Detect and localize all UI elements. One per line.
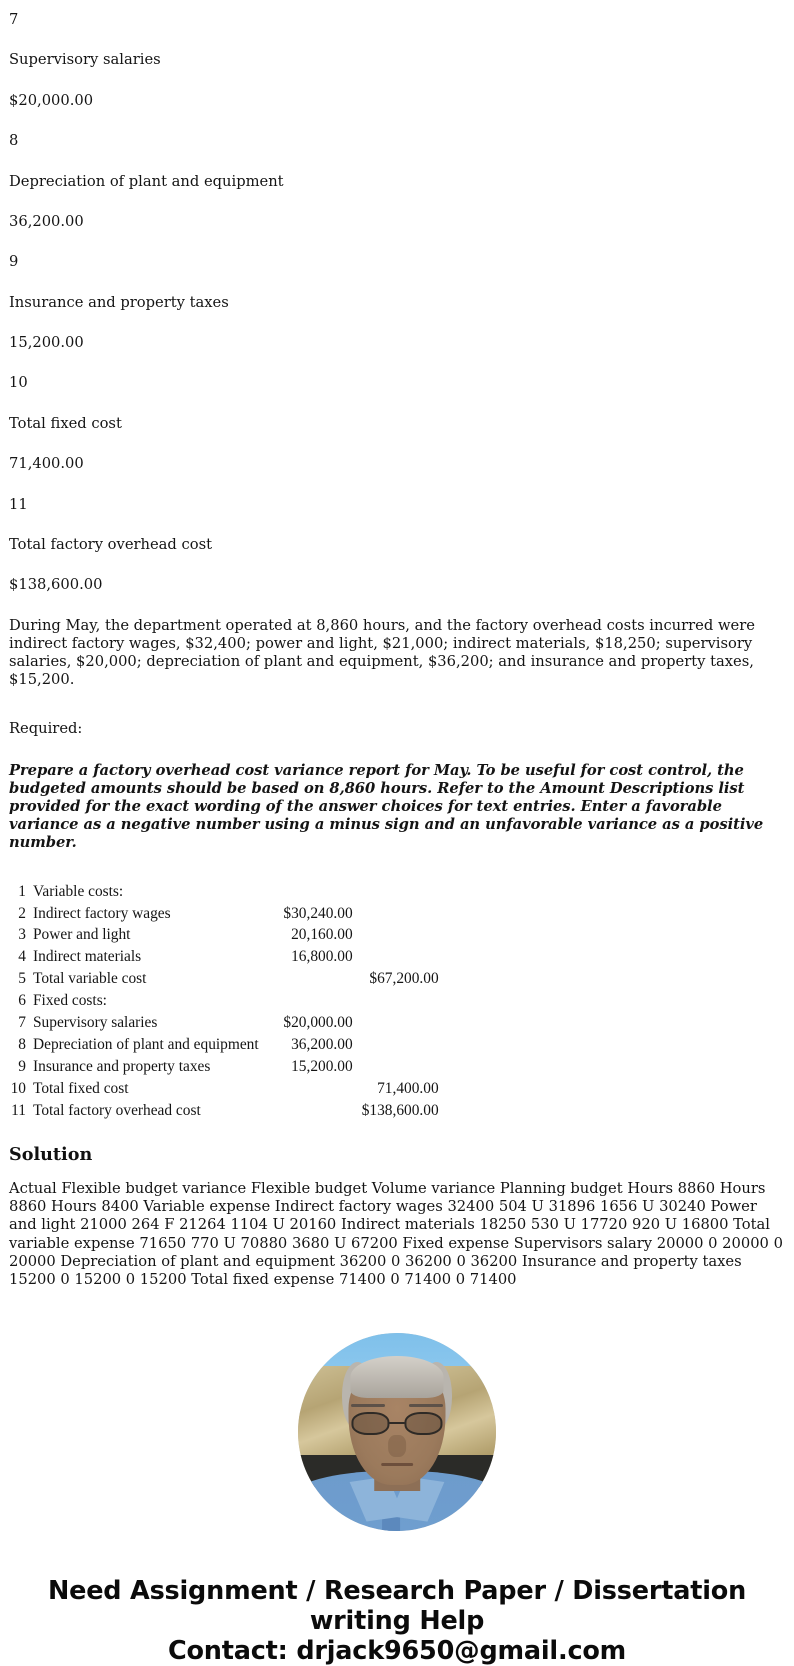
required-instructions: Prepare a factory overhead cost variance report for May. To be useful for cost control, the budgeted amounts should be based on 8,860 hours. Refer to the Amount Descriptions list provided for the exact wording of the answer choices for text entries. Enter a favorable variance as a negative number using a minus sign and an unfavorable variance as a positive number. bbox=[9, 761, 764, 852]
row-amount-col2 bbox=[353, 1034, 439, 1056]
row-amount-col1 bbox=[267, 990, 353, 1012]
photo-nose bbox=[388, 1435, 406, 1457]
table-row bbox=[0, 946, 439, 968]
row-amount-col2 bbox=[353, 946, 439, 968]
promo-contact-email[interactable]: Contact: drjack9650@gmail.com bbox=[167, 1635, 627, 1666]
row-number: 3 bbox=[18, 926, 26, 944]
row-number: 9 bbox=[18, 1057, 26, 1075]
required-label: Required: bbox=[9, 720, 83, 738]
meta-line: Total fixed cost bbox=[9, 414, 122, 432]
row-number: 1 bbox=[18, 882, 26, 900]
photo-hair-top bbox=[350, 1356, 443, 1398]
meta-line: Insurance and property taxes bbox=[9, 293, 229, 311]
meta-line: $138,600.00 bbox=[9, 576, 103, 594]
row-label: Supervisory salaries bbox=[33, 1014, 158, 1032]
row-amount-col1: 16,800.00 bbox=[291, 948, 353, 966]
table-row bbox=[0, 1078, 439, 1100]
row-amount-col2 bbox=[353, 924, 439, 946]
row-amount-col1: 20,160.00 bbox=[291, 926, 353, 944]
row-label: Power and light bbox=[33, 926, 131, 944]
row-amount-col2 bbox=[353, 990, 439, 1012]
table-row bbox=[0, 968, 439, 990]
row-number: 10 bbox=[10, 1079, 26, 1097]
meta-line: 11 bbox=[9, 495, 28, 513]
row-number: 4 bbox=[18, 948, 26, 966]
row-label: Variable costs: bbox=[33, 882, 124, 900]
photo-eyebrow-left bbox=[351, 1404, 385, 1407]
table-row bbox=[0, 1012, 439, 1034]
meta-list bbox=[0, 0, 794, 606]
row-amount-col2 bbox=[353, 881, 439, 903]
row-number: 8 bbox=[18, 1036, 26, 1053]
photo-glasses-bridge bbox=[390, 1422, 405, 1424]
row-label: Total fixed cost bbox=[33, 1079, 129, 1097]
meta-line: Total factory overhead cost bbox=[9, 535, 213, 553]
during-may-paragraph: During May, the department operated at 8,860 hours, and the factory overhead costs incurred were indirect factory wages, $32,400; power and light, $21,000; indirect materials, $18,250; supervisory salaries, $20,000; depreciation of plant and equipment, $36,200; and insurance and property taxes, $15,200. bbox=[9, 616, 755, 689]
row-amount-col2 bbox=[353, 1012, 439, 1034]
row-label: Indirect factory wages bbox=[33, 904, 171, 922]
row-amount-col2 bbox=[353, 1056, 439, 1078]
row-number: 11 bbox=[11, 1101, 26, 1119]
photo-eyebrow-right bbox=[409, 1404, 443, 1407]
row-amount-col1 bbox=[267, 968, 353, 990]
row-amount-col1 bbox=[267, 1078, 353, 1100]
row-amount-col2: $67,200.00 bbox=[369, 970, 439, 988]
meta-line: 71,400.00 bbox=[9, 455, 84, 473]
table-row bbox=[0, 881, 439, 903]
row-label: Total factory overhead cost bbox=[33, 1101, 201, 1119]
meta-line: 15,200.00 bbox=[9, 334, 84, 351]
row-amount-col1: 36,200.00 bbox=[291, 1036, 353, 1053]
meta-line: 9 bbox=[9, 253, 19, 271]
meta-line: $20,000.00 bbox=[9, 91, 94, 109]
row-amount-col1 bbox=[267, 881, 353, 903]
row-amount-col1 bbox=[267, 1100, 353, 1122]
promo-line-2: writing Help bbox=[309, 1605, 485, 1636]
row-number: 2 bbox=[18, 904, 26, 922]
row-amount-col1: 15,200.00 bbox=[291, 1057, 353, 1075]
row-label: Total variable cost bbox=[33, 970, 147, 988]
row-label: Indirect materials bbox=[33, 948, 142, 966]
table-row bbox=[0, 903, 439, 925]
meta-line: Depreciation of plant and equipment bbox=[9, 172, 284, 190]
row-amount-col2: 71,400.00 bbox=[377, 1079, 439, 1097]
table-row bbox=[0, 1056, 439, 1078]
meta-line: 36,200.00 bbox=[9, 212, 84, 230]
table-row bbox=[0, 990, 439, 1012]
row-amount-col1: $20,000.00 bbox=[283, 1014, 353, 1032]
meta-line: 8 bbox=[9, 132, 19, 150]
table-row bbox=[0, 1100, 439, 1122]
glasses-icon bbox=[351, 1412, 442, 1436]
promo-footer bbox=[0, 1531, 794, 1666]
row-number: 5 bbox=[18, 970, 26, 988]
row-label: Insurance and property taxes bbox=[33, 1057, 211, 1075]
meta-line: 10 bbox=[9, 374, 28, 392]
table-row bbox=[0, 1034, 439, 1056]
photo-lens-left bbox=[351, 1412, 389, 1436]
factory-overhead-amount-table bbox=[0, 881, 439, 1122]
table-row bbox=[0, 924, 439, 946]
avatar bbox=[298, 1333, 496, 1531]
photo-mouth bbox=[381, 1463, 413, 1466]
solution-body: Actual Flexible budget variance Flexible budget Volume variance Planning budget Hours 8860 Hours 8860 Hours 8400 Variable expense Indirect factory wages 32400 504 U 31896 1656 U 30240 Power and light 21000 264 F 21264 1104 U 20160 Indirect materials 18250 530 U 17720 920 U 16800 Total variable expense 71650 770 U 70880 3680 U 67200 Fixed expense Supervisors salary 20000 0 20000 0 20000 Depreciation of plant and equipment 36200 0 36200 0 36200 Insurance and property taxes 15200 0 15200 0 15200 Total fixed expense 71400 0 71400 0 71400 bbox=[9, 1179, 783, 1289]
row-label: Depreciation of plant and equipment bbox=[33, 1036, 259, 1053]
avatar-container bbox=[0, 1290, 794, 1531]
solution-heading: Solution bbox=[9, 1143, 93, 1165]
meta-line: 7 bbox=[9, 11, 19, 28]
meta-line: Supervisory salaries bbox=[9, 51, 161, 69]
row-amount-col2: $138,600.00 bbox=[361, 1101, 439, 1119]
row-number: 6 bbox=[18, 992, 26, 1010]
row-amount-col2 bbox=[353, 903, 439, 925]
row-number: 7 bbox=[18, 1014, 26, 1032]
photo-lens-right bbox=[404, 1412, 442, 1436]
row-amount-col1: $30,240.00 bbox=[283, 904, 353, 922]
promo-line-1: Need Assignment / Research Paper / Dissertation bbox=[47, 1575, 747, 1606]
row-label: Fixed costs: bbox=[33, 992, 107, 1010]
